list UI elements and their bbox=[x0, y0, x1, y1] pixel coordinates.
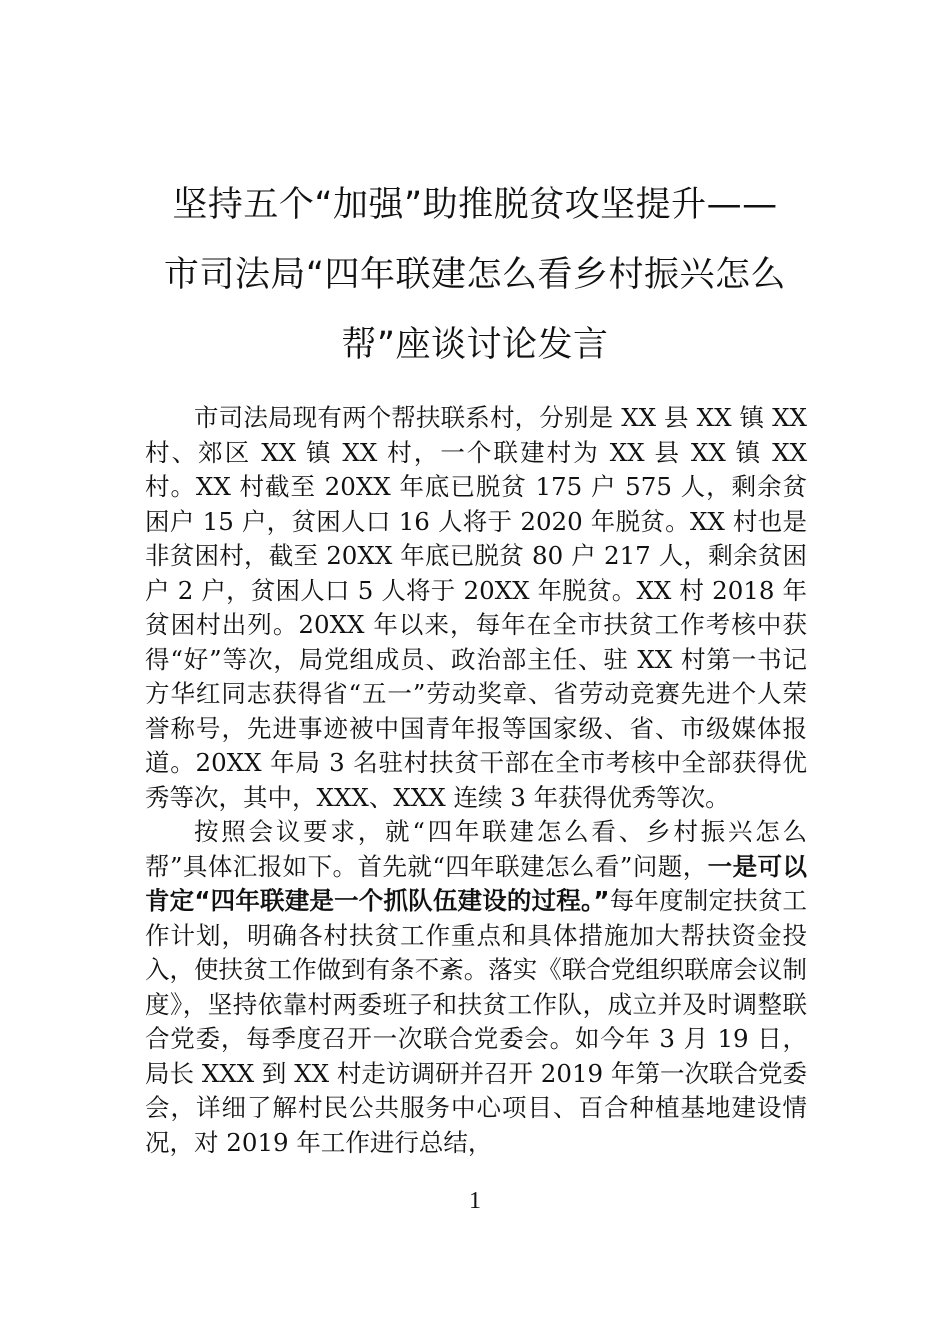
title-line-3: 帮”座谈讨论发言 bbox=[341, 325, 609, 365]
page-number: 1 bbox=[469, 1188, 481, 1214]
paragraph-2-intro: 按照会议要求，就“四年联建怎么看、乡村振兴怎么帮”具体汇报如下。首先就“四年联建怎么看”问题， bbox=[145, 817, 807, 881]
title-line-1: 坚持五个“加强”助推脱贫攻坚提升—— bbox=[172, 185, 778, 225]
paragraph-1: 市司法局现有两个帮扶联系村，分别是 XX 县 XX 镇 XX 村、郊区 XX 镇 XX 村，一个联建村为 XX 县 XX 镇 XX 村。XX 村截至 20XX 年底已脱贫 175 户 575 人，剩余贫困户 15 户，贫困人口 16 人将于 2020 年脱贫。XX 村也是非贫困村，截至 20XX 年底已脱贫 80 户 217 人，剩余贫困户 2 户，贫困人口 5 人将于 20XX 年脱贫。XX 村 2018 年贫困村出列。20XX 年以来，每年在全市扶贫工作考核中获得“好”等次，局党组成员、政治部主任、驻 XX 村第一书记方华红同志获得省“五一”劳动奖章、省劳动竞赛先进个人荣誉称号，先进事迹被中国青年报等国家级、省、市级媒体报道。20XX 年局 3 名驻村扶贫干部在全市考核中全部获得优秀等次，其中，XXX、XXX 连续 3 年获得优秀等次。 bbox=[145, 403, 807, 812]
title-line-2: 市司法局“四年联建怎么看乡村振兴怎么 bbox=[163, 255, 787, 295]
document-title bbox=[140, 170, 810, 380]
paragraph-2 bbox=[145, 815, 807, 1160]
paragraph-2-bold-point: 一是可以肯定“四年联建是一个抓队伍建设的过程。” bbox=[145, 851, 807, 915]
paragraph-2-detail: 每年度制定扶贫工作计划，明确各村扶贫工作重点和具体措施加大帮扶资金投入，使扶贫工作做到有条不紊。落实《联合党组织联席会议制度》，坚持依靠村两委班子和扶贫工作队，成立并及时调整联合党委，每季度召开一次联合党委会。如今年 3 月 19 日，局长 XXX 到 XX 村走访调研并召开 2019 年第一次联合党委会，详细了解村民公共服务中心项目、百合种植基地建设情况，对 2019 年工作进行总结， bbox=[145, 886, 808, 1157]
document-body bbox=[145, 401, 807, 1160]
